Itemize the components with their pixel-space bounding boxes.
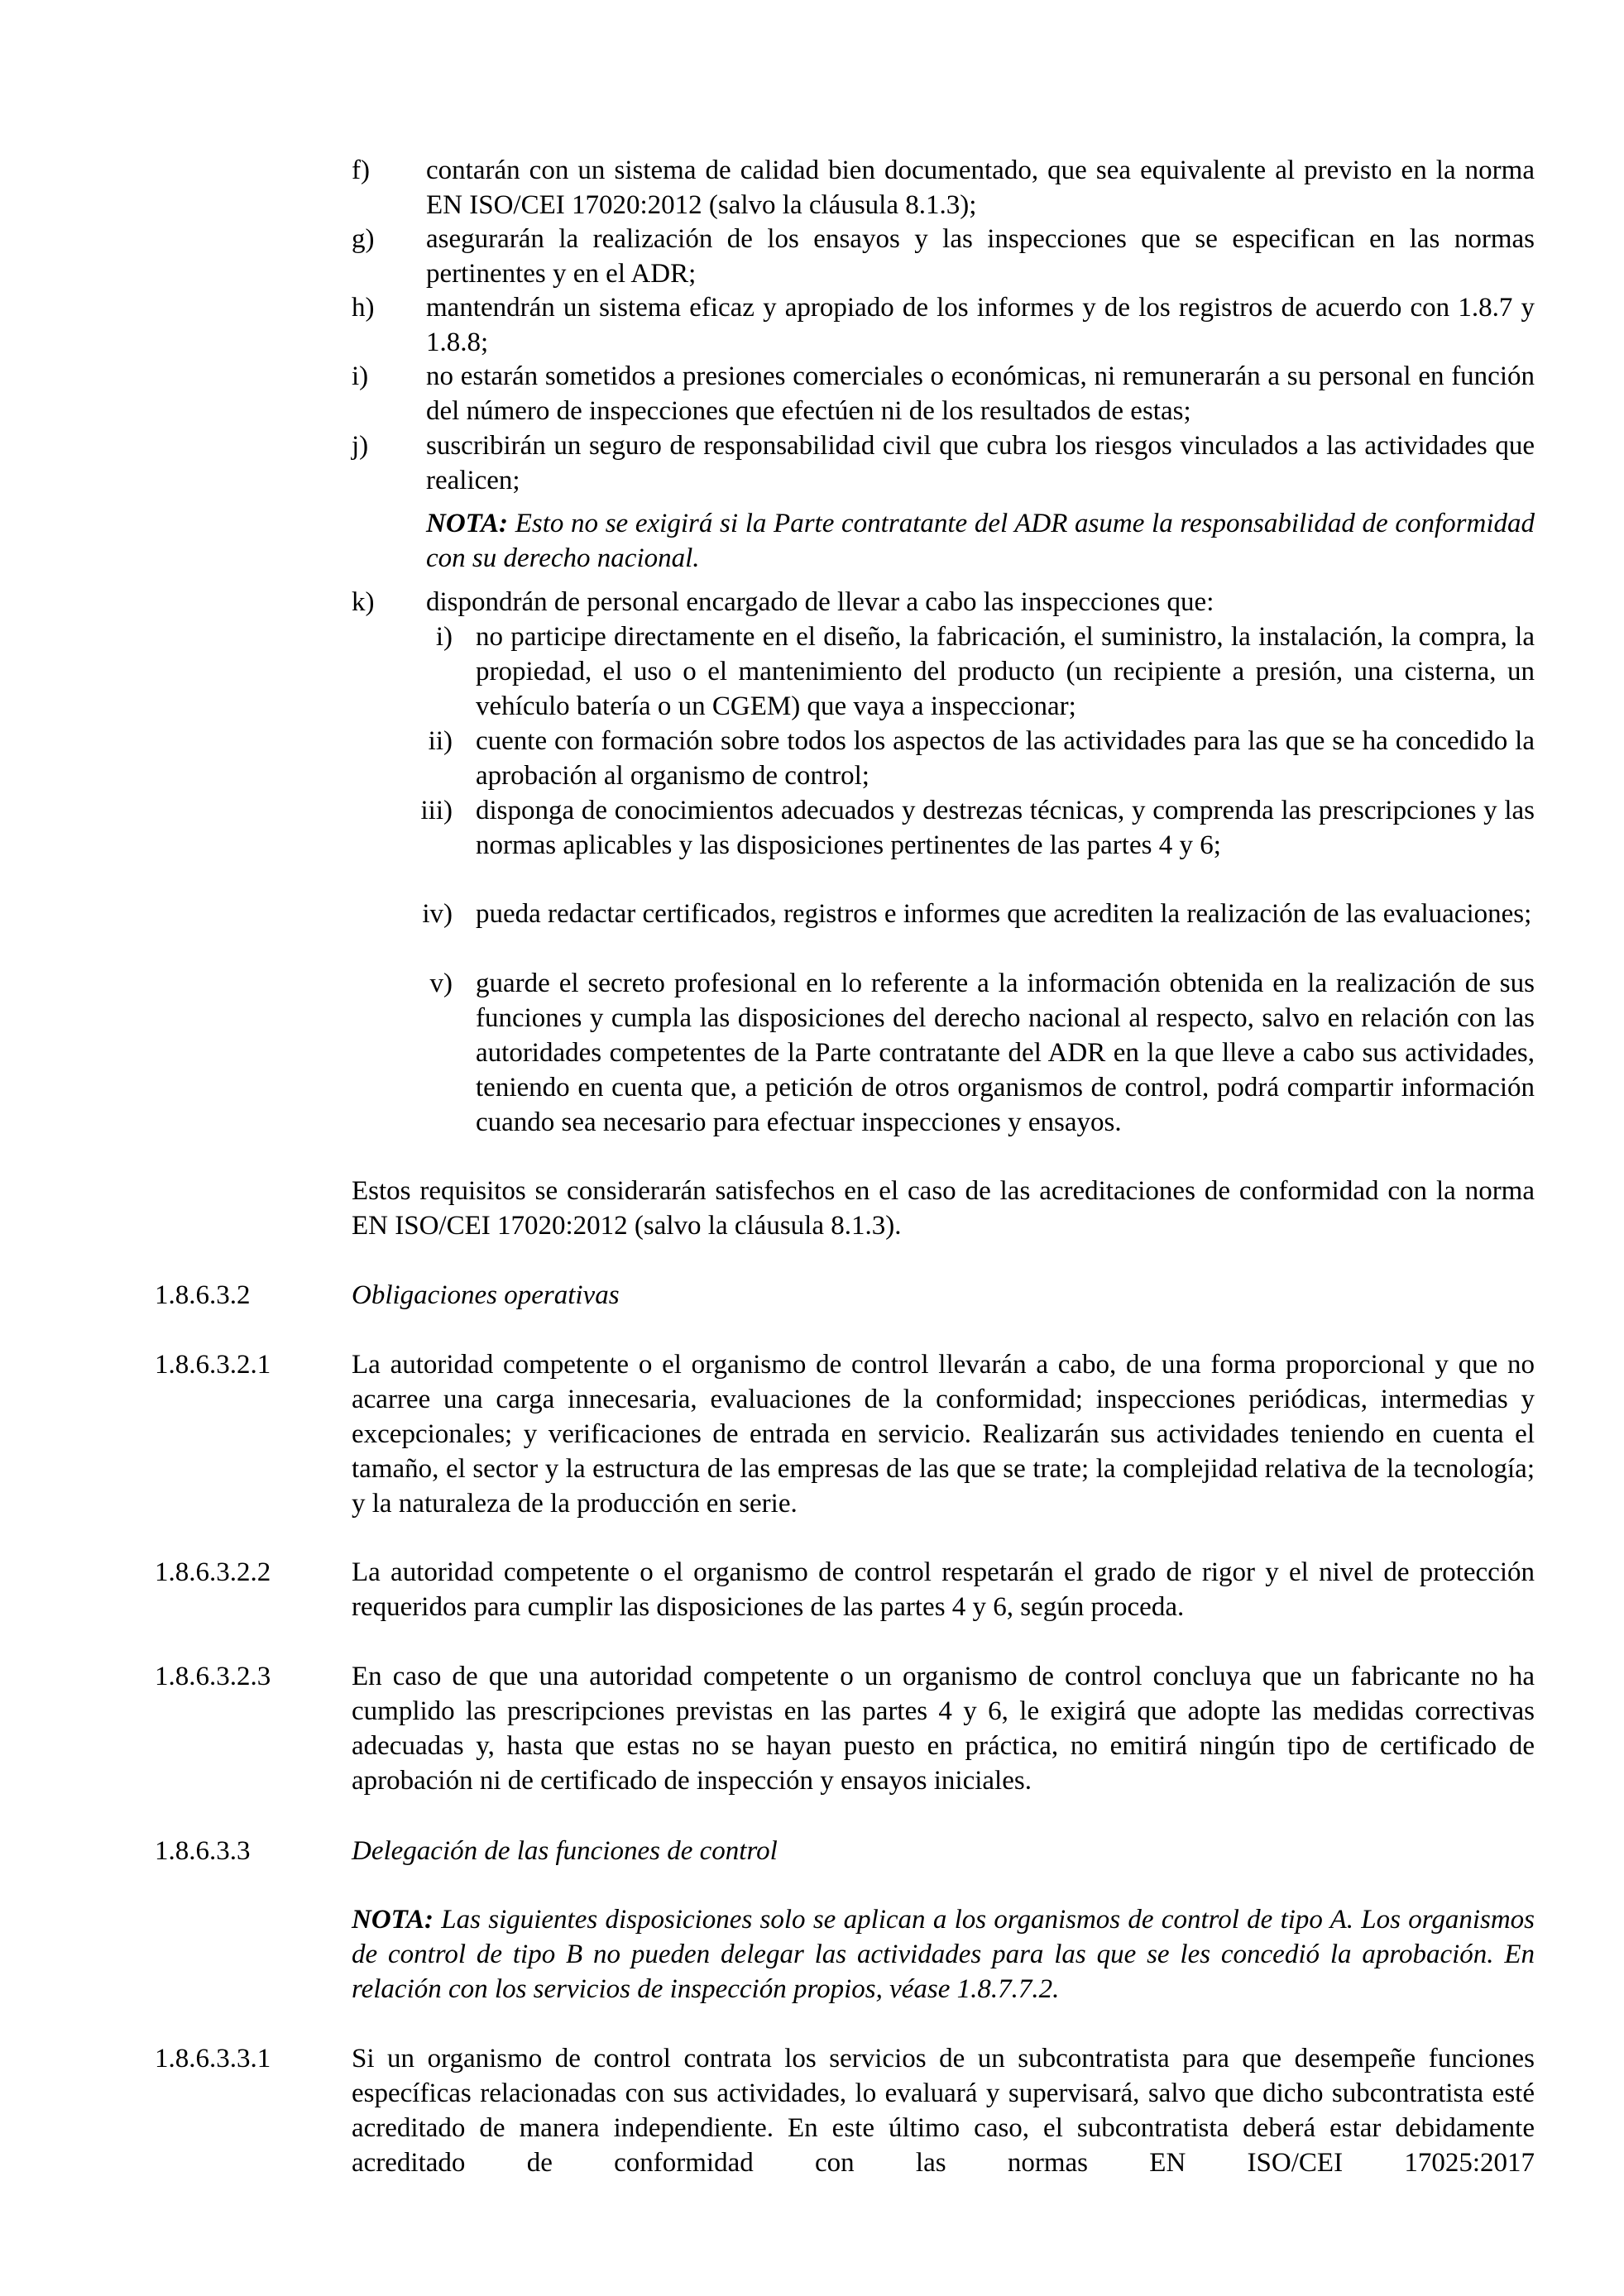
item-text: mantendrán un sistema eficaz y apropiado de los informes y de los registros de acuerdo con 1.8.7 y 1.8.8; [426, 293, 1535, 357]
section-number: 1.8.6.3.3.1 [155, 2044, 271, 2074]
section-number: 1.8.6.3.2.3 [155, 1662, 271, 1691]
subitem-label: iii) [420, 796, 453, 825]
section-number: 1.8.6.3.2.2 [155, 1557, 271, 1587]
subitem-text: disponga de conocimientos adecuados y destrezas técnicas, y comprenda las prescripciones y las normas aplicables y las disposiciones pertinentes de las partes 4 y 6; [476, 796, 1535, 860]
item-label: h) [352, 293, 375, 323]
section-text: En caso de que una autoridad competente o un organismo de control concluya que un fabricante no ha cumplido las prescripciones previstas en las partes 4 y 6, le exigirá que adopte las medidas correctivas adecuadas y, hasta que estas no se hayan puesto en práctica, no emitirá ningún tipo de certificado de aprobación ni de certificado de inspección y ensayos iniciales. [352, 1662, 1535, 1796]
subitem-label: ii) [428, 726, 453, 756]
item-text: dispondrán de personal encargado de llevar a cabo las inspecciones que: [426, 587, 1214, 617]
item-label: k) [352, 587, 375, 617]
subitem-text: cuente con formación sobre todos los aspectos de las actividades para las que se ha concedido la aprobación al organismo de control; [476, 726, 1535, 791]
section-number: 1.8.6.3.3 [155, 1836, 251, 1866]
section-title: Delegación de las funciones de control [352, 1836, 778, 1866]
section-text: La autoridad competente o el organismo de control llevarán a cabo, de una forma proporcional y que no acarree una carga innecesaria, evaluaciones de la conformidad; inspecciones periódicas, intermedias y excepcionales; y verificaciones de entrada en servicio. Realizarán sus actividades teniendo en cuenta el tamaño, el sector y la estructura de las empresas de las que se trate; la complejidad relativa de la tecnología; y la naturaleza de la producción en serie. [352, 1350, 1535, 1519]
item-label: f) [352, 155, 370, 185]
item-text: contarán con un sistema de calidad bien documentado, que sea equivalente al previsto en la norma EN ISO/CEI 17020:2012 (salvo la cláusula 8.1.3); [426, 155, 1535, 220]
section-number: 1.8.6.3.2.1 [155, 1350, 271, 1380]
note-text: Las siguientes disposiciones solo se aplican a los organismos de control de tipo A. Los organismos de control de tipo B no pueden delegar las actividades para las que se les concedió la aprobación. En relación con los servicios de inspección propios, véase 1.8.7.7.2. [352, 1905, 1535, 2004]
section-number: 1.8.6.3.2 [155, 1280, 251, 1310]
item-label: i) [352, 361, 369, 391]
subitem-text: guarde el secreto profesional en lo referente a la información obtenida en la realización de sus funciones y cumpla las disposiciones del derecho nacional al respecto, salvo en relación con las autoridades competentes de la Parte contratante del ADR en la que lleve a cabo sus actividades, teniendo en cuenta que, a petición de otros organismos de control, podrá compartir información cuando sea necesario para efectuar inspecciones y ensayos. [476, 969, 1535, 1137]
section-text: La autoridad competente o el organismo de control respetarán el grado de rigor y el nivel de protección requeridos para cumplir las disposiciones de las partes 4 y 6, según proceda. [352, 1557, 1535, 1622]
note-paragraph [426, 506, 1535, 576]
subitem-label: i) [435, 622, 453, 652]
item-text: asegurarán la realización de los ensayos y las inspecciones que se especifican en las normas pertinentes y en el ADR; [426, 224, 1535, 289]
note-text: Esto no se exigirá si la Parte contratante del ADR asume la responsabilidad de conformidad con su derecho nacional. [426, 509, 1535, 573]
subitem-label: v) [429, 969, 453, 998]
section-title: Obligaciones operativas [352, 1280, 620, 1310]
subitem-text: pueda redactar certificados, registros e informes que acrediten la realización de las evaluaciones; [476, 899, 1532, 929]
item-text: no estarán sometidos a presiones comerciales o económicas, ni remunerarán a su personal en función del número de inspecciones que efectúen ni de los resultados de estas; [426, 361, 1535, 426]
subitem-label: iv) [422, 899, 453, 929]
subitem-text: no participe directamente en el diseño, la fabricación, el suministro, la instalación, la compra, la propiedad, el uso o el mantenimiento del producto (un recipiente a presión, una cisterna, un vehículo batería o un CGEM) que vaya a inspeccionar; [476, 622, 1535, 721]
note-label: NOTA: [426, 509, 508, 538]
note-label: NOTA: [352, 1905, 434, 1935]
note-paragraph [352, 1902, 1535, 2007]
section-text: Si un organismo de control contrata los servicios de un subcontratista para que desempeñe funciones específicas relacionadas con sus actividades, lo evaluará y supervisará, salvo que dicho subcontratista esté acreditado de manera independiente. En este último caso, el subcontratista deberá estar debidamente acreditado de conformidad con las normas EN ISO/CEI 17025:2017 [352, 2044, 1535, 2178]
item-label: j) [352, 431, 369, 461]
item-label: g) [352, 224, 375, 254]
item-text: suscribirán un seguro de responsabilidad civil que cubra los riesgos vinculados a las actividades que realicen; [426, 431, 1535, 495]
conclusion-paragraph: Estos requisitos se considerarán satisfechos en el caso de las acreditaciones de conformidad con la norma EN ISO/CEI 17020:2012 (salvo la cláusula 8.1.3). [352, 1176, 1535, 1241]
